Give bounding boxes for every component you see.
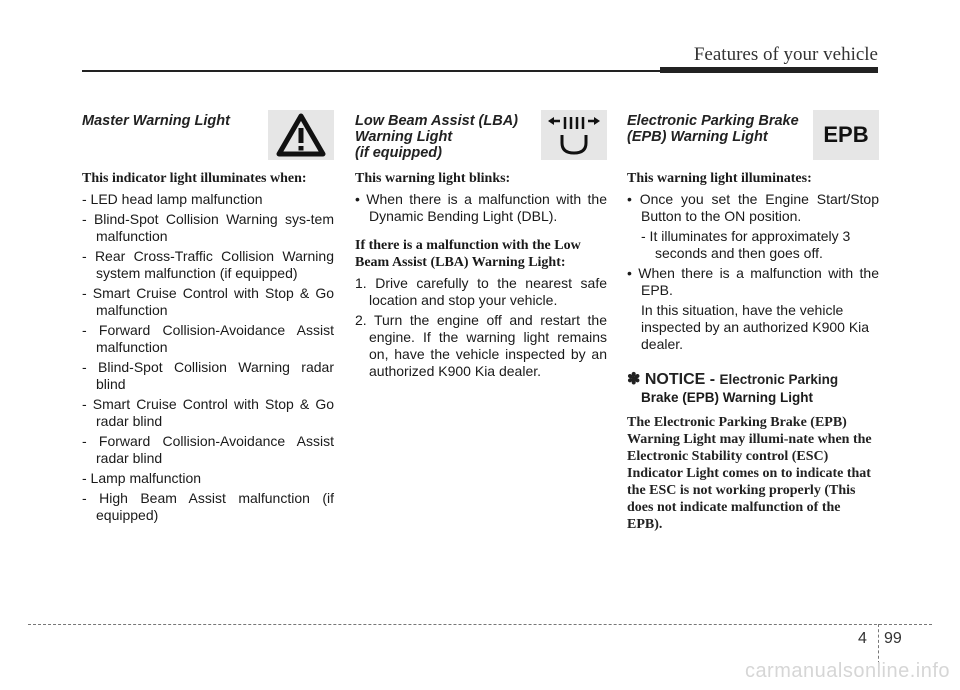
bullet-list	[627, 191, 879, 225]
title-line: Electronic Parking Brake	[627, 113, 799, 129]
sub-item: In this situation, have the vehicle inspected by an authorized K900 Kia dealer.	[641, 302, 870, 352]
column-low-beam-assist	[355, 110, 607, 383]
section-intro: This warning light blinks:	[355, 171, 511, 186]
master-warning-icon	[268, 110, 334, 160]
list-item: - Lamp malfunction	[82, 470, 202, 486]
notice-title: Electronic Parking	[719, 372, 839, 387]
section-intro-2: If there is a malfunction with the Low Beam Assist (LBA) Warning Light:	[355, 238, 581, 270]
watermark: carmanualsonline.info	[744, 660, 950, 682]
epb-icon	[813, 110, 879, 160]
notice-title-cont: Brake (EPB) Warning Light	[641, 390, 814, 405]
list-item: - Forward Collision-Avoidance Assist malfunction	[82, 322, 334, 355]
page-header-title: Features of your vehicle	[693, 44, 878, 65]
page-divider	[878, 624, 879, 664]
footer-rule	[28, 624, 932, 625]
list-item: - Smart Cruise Control with Stop & Go radar blind	[82, 396, 334, 429]
section-heading	[627, 110, 879, 164]
notice-label: ✽ NOTICE -	[627, 371, 716, 388]
low-beam-assist-icon	[541, 110, 607, 160]
section-heading	[355, 110, 607, 164]
bullet-list	[355, 191, 607, 225]
notice-heading	[627, 369, 879, 389]
list-item: - Smart Cruise Control with Stop & Go malfunction	[82, 285, 334, 318]
epb-icon-label: EPB	[823, 122, 869, 147]
title-line: Warning Light	[355, 129, 453, 145]
list-item: - Blind-Spot Collision Warning radar blind	[82, 359, 334, 392]
page-number: 99	[884, 630, 902, 647]
list-item: - Forward Collision-Avoidance Assist radar blind	[82, 433, 334, 466]
section-title	[355, 113, 518, 161]
header-rule-accent	[660, 67, 878, 73]
sub-item: - It illuminates for approximately 3 seconds and then goes off.	[641, 228, 851, 261]
list-item: - Blind-Spot Collision Warning sys-tem malfunction	[82, 211, 334, 244]
malfunction-list	[82, 191, 334, 524]
list-item: - LED head lamp malfunction	[82, 191, 263, 207]
section-title: Master Warning Light	[82, 113, 230, 129]
column-epb	[627, 110, 879, 533]
list-item: • When there is a malfunction with the Dynamic Bending Light (DBL).	[355, 191, 607, 224]
list-item: 2. Turn the engine off and restart the engine. If the warning light remains on, have the vehicle inspected by an authorized K900 Kia dealer.	[355, 312, 607, 379]
notice-body: The Electronic Parking Brake (EPB) Warning Light may illumi-nate when the Electronic Stability control (ESC) Indicator Light comes on to indicate that the ESC is not working properly (This does not indicate malfunction of the EPB).	[627, 415, 872, 532]
list-item: - Rear Cross-Traffic Collision Warning system malfunction (if equipped)	[82, 248, 334, 281]
section-heading	[82, 110, 334, 164]
list-item: • Once you set the Engine Start/Stop Button to the ON position.	[627, 191, 879, 224]
chapter-number: 4	[858, 630, 867, 647]
column-master-warning	[82, 110, 334, 527]
steps-list	[355, 275, 607, 380]
title-line: Low Beam Assist (LBA)	[355, 113, 519, 129]
section-intro: This warning light illuminates:	[627, 171, 812, 186]
bullet-list	[627, 265, 879, 299]
title-line: (if equipped)	[355, 145, 442, 161]
list-item: 1. Drive carefully to the nearest safe location and stop your vehicle.	[355, 275, 607, 308]
section-intro: This indicator light illuminates when:	[82, 171, 307, 186]
list-item: • When there is a malfunction with the EPB.	[627, 265, 879, 298]
section-title	[627, 113, 799, 145]
title-line: (EPB) Warning Light	[627, 129, 768, 145]
list-item: - High Beam Assist malfunction (if equipped)	[82, 490, 334, 523]
